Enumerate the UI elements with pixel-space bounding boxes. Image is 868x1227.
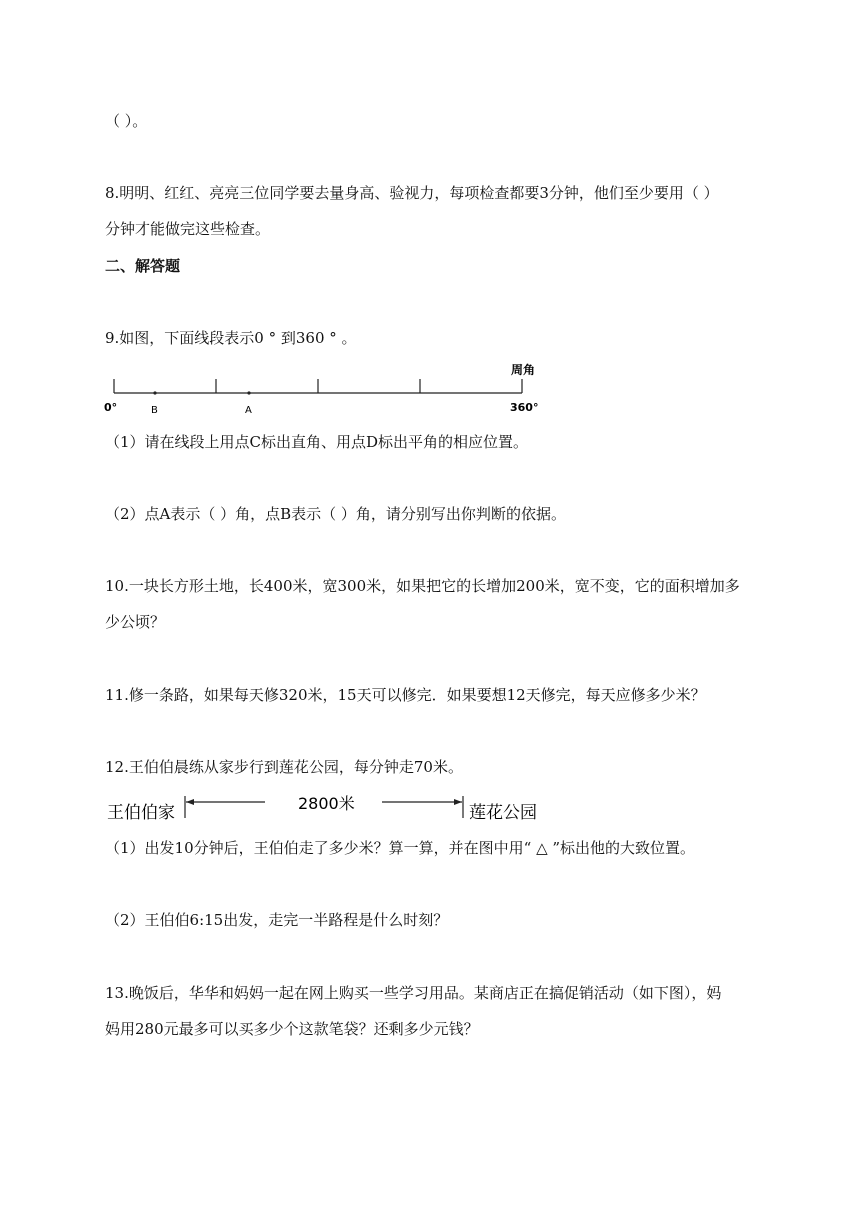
section-heading: 二、解答题 — [105, 257, 181, 275]
q8-text-line2: 分钟才能做完这些检查。 — [105, 220, 271, 238]
angle-number-line — [0, 356, 868, 416]
q12-part2: （2）王伯伯6:15出发，走完一半路程是什么时刻？ — [105, 911, 449, 929]
q9-part1: （1）请在线段上用点C标出直角、用点D标出平角的相应位置。 — [105, 433, 529, 451]
label-0-degree: 0° — [104, 401, 118, 414]
label-full-angle: 周角 — [511, 363, 536, 377]
distance-diagram — [0, 790, 868, 830]
q12-part1: （1）出发10分钟后，王伯伯走了多少米？算一算，并在图中用“ △ ”标出他的大致位置。 — [105, 839, 696, 857]
q9-text: 9.如图，下面线段表示0 ° 到360 ° 。 — [105, 329, 357, 347]
label-360-degree: 360° — [510, 401, 539, 414]
label-distance: 2800米 — [298, 794, 355, 813]
q13-text-line2: 妈用280元最多可以买多少个这款笔袋？还剩多少元钱？ — [105, 1020, 479, 1038]
q13-text-line1: 13.晚饭后，华华和妈妈一起在网上购买一些学习用品。某商店正在搞促销活动（如下图），妈 — [105, 984, 722, 1002]
q10-text-line1: 10.一块长方形土地，长400米，宽300米，如果把它的长增加200米，宽不变，它的面积增加多 — [105, 577, 740, 595]
q10-text-line2: 少公顷？ — [105, 613, 166, 631]
q11-text: 11.修一条路，如果每天修320米，15天可以修完．如果要想12天修完，每天应修多少米？ — [105, 686, 706, 704]
point-a — [247, 391, 250, 394]
label-park: 莲花公园 — [469, 803, 537, 823]
label-a: A — [245, 405, 252, 416]
q9-part2: （2）点A表示（ ）角，点B表示（ ）角，请分别写出你判断的依据。 — [105, 505, 566, 523]
label-home: 王伯伯家 — [107, 803, 175, 823]
label-b: B — [151, 405, 158, 416]
q12-text: 12.王伯伯晨练从家步行到莲花公园，每分钟走70米。 — [105, 758, 463, 776]
q8-text-line1: 8.明明、红红、亮亮三位同学要去量身高、验视力，每项检查都要3分钟，他们至少要用（ ） — [105, 184, 719, 202]
q7-answer-blank: （ ）。 — [105, 112, 148, 130]
point-b — [153, 391, 156, 394]
